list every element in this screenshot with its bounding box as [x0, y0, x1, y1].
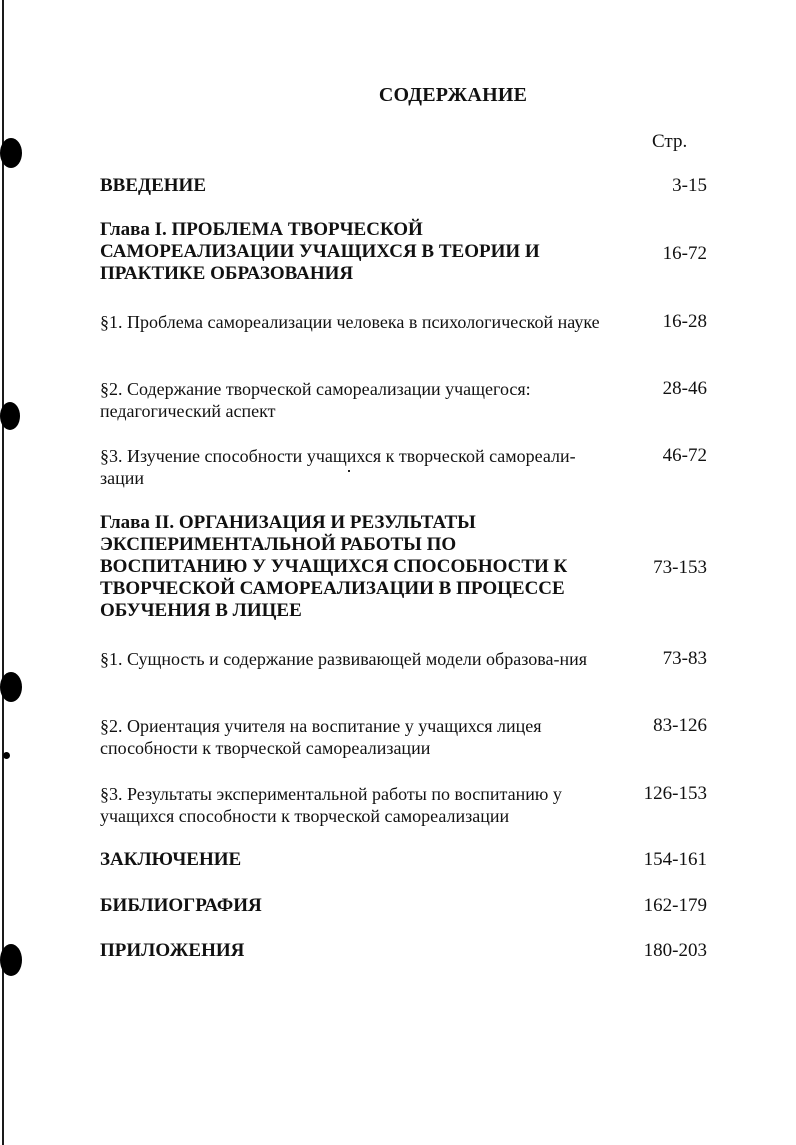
toc-pages: 73-153 — [653, 557, 707, 578]
toc-entry-section: §1. Сущность и содержание развивающей модели образова-ния — [100, 649, 587, 669]
toc-entry-section: §3. Изучение способности учащихся к творческой самореали-зации — [100, 446, 576, 488]
toc-entry-introduction: ВВЕДЕНИЕ — [100, 175, 206, 196]
binder-hole — [0, 402, 20, 430]
toc-pages: 180-203 — [643, 940, 707, 961]
page-title: СОДЕРЖАНИЕ — [378, 84, 528, 106]
binder-hole — [0, 138, 22, 168]
toc-entry-appendices: ПРИЛОЖЕНИЯ — [100, 940, 245, 961]
toc-pages: 46-72 — [662, 445, 707, 466]
toc-entry-section: §2. Содержание творческой самореализации учащегося: педагогический аспект — [100, 379, 531, 421]
toc-pages: 16-72 — [662, 243, 707, 264]
toc-entry-section: §2. Ориентация учителя на воспитание у учащихся лицея способности к творческой самореализации — [100, 716, 542, 758]
page-column-label: Стр. — [652, 131, 688, 152]
binder-hole — [3, 752, 10, 759]
toc-pages: 73-83 — [662, 648, 707, 669]
toc-pages: 126-153 — [643, 783, 707, 804]
binder-hole — [0, 944, 22, 976]
toc-entry-chapter-2: Глава II. ОРГАНИЗАЦИЯ И РЕЗУЛЬТАТЫ ЭКСПЕРИМЕНТАЛЬНОЙ РАБОТЫ ПО ВОСПИТАНИЮ У УЧАЩИХСЯ СПОСОБНОСТИ К ТВОРЧЕСКОЙ САМОРЕАЛИЗАЦИИ В ПРОЦЕССЕ ОБУЧЕНИЯ В ЛИЦЕЕ — [100, 512, 568, 621]
binder-hole — [0, 672, 22, 702]
toc-pages: 154-161 — [643, 849, 707, 870]
toc-pages: 162-179 — [643, 895, 707, 916]
toc-pages: 28-46 — [662, 378, 707, 399]
toc-entry-chapter-1: Глава I. ПРОБЛЕМА ТВОРЧЕСКОЙ САМОРЕАЛИЗАЦИИ УЧАЩИХСЯ В ТЕОРИИ И ПРАКТИКЕ ОБРАЗОВАНИЯ — [100, 219, 540, 284]
toc-pages: 16-28 — [662, 311, 707, 332]
toc-pages: 3-15 — [672, 175, 707, 196]
toc-pages: 83-126 — [653, 715, 707, 736]
toc-entry-bibliography: БИБЛИОГРАФИЯ — [100, 895, 262, 916]
scan-edge-line — [2, 0, 4, 1145]
toc-entry-conclusion: ЗАКЛЮЧЕНИЕ — [100, 849, 242, 870]
toc-entry-section: §1. Проблема самореализации человека в психологической науке — [100, 312, 600, 332]
toc-entry-section: §3. Результаты экспериментальной работы по воспитанию у учащихся способности к творческой самореализации — [100, 784, 562, 826]
